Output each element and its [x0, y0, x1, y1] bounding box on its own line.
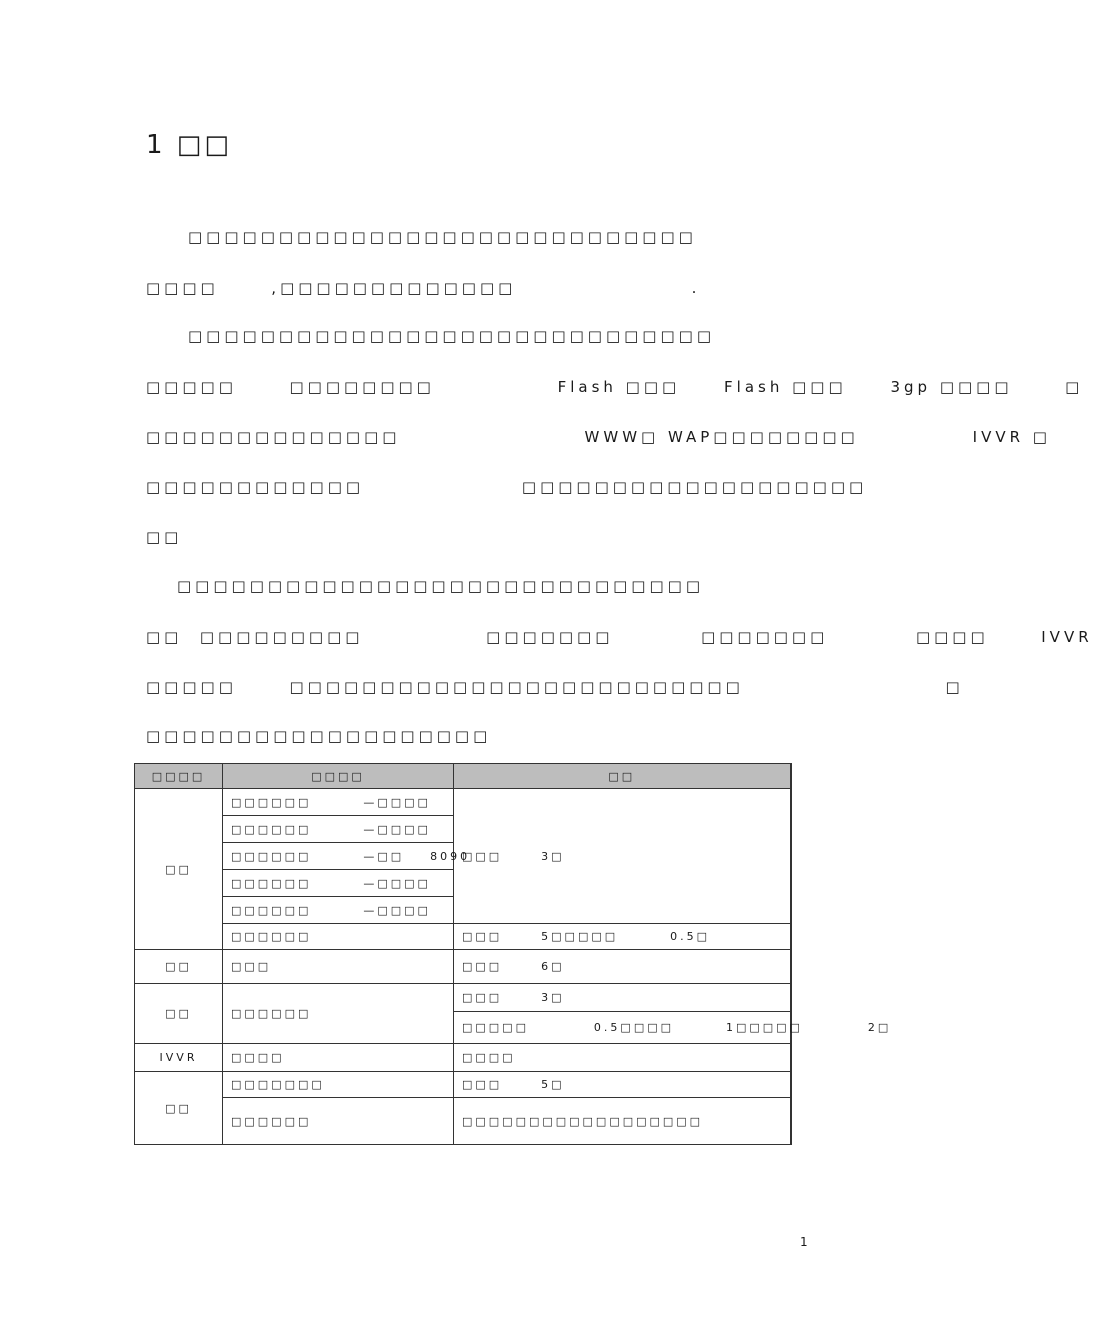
detail-cell: □□□□□ 0.5□□□□ 1□□□□□ 2□ — [454, 1012, 791, 1044]
table-row — [135, 984, 791, 1012]
category-cell: □□ — [135, 984, 223, 1044]
category-cell: IVVR — [135, 1044, 223, 1072]
item-cell: □□□□□□ — [223, 924, 454, 950]
item-cell: □□□□□□ —□□□□ — [223, 897, 454, 924]
item-cell: □□□□□□□ — [223, 1072, 454, 1098]
paragraph-line: □□□□□□□□□□□□□□□□□□□□□□□□□□□□□ — [188, 327, 715, 345]
paragraph-line: □□□□ ,□□□□□□□□□□□□□ . — [146, 279, 701, 297]
table-header-row — [135, 764, 791, 789]
category-cell: □□ — [135, 789, 223, 950]
item-cell: □□□□□□ —□□ 8090 — [223, 843, 454, 870]
paragraph-line: □□□□□ □□□□□□□□ Flash □□□ Flash □□□ 3gp □□□□ □ — [146, 378, 1084, 396]
category-cell: □□ — [135, 1072, 223, 1145]
table-row — [135, 1098, 791, 1145]
table-row — [135, 1072, 791, 1098]
item-cell: □□□□□□ —□□□□ — [223, 816, 454, 843]
detail-cell: □□□ 6□ — [454, 950, 791, 984]
table-row — [135, 1044, 791, 1072]
item-cell: □□□□□□ —□□□□ — [223, 870, 454, 897]
detail-cell: □□□ 5□□□□□ 0.5□ — [454, 924, 791, 950]
paragraph-line: □□□□□□□□□□□□□□□□□□□□□□□□□□□□□ — [177, 577, 704, 595]
paragraph-line: □□ □□□□□□□□□ □□□□□□□ □□□□□□□ □□□□ IVVR — [146, 628, 1093, 646]
item-cell: □□□□□□ — [223, 1098, 454, 1145]
paragraph-line: □□□□□□□□□□□□□□□□□□□ — [146, 727, 492, 745]
table-row — [135, 924, 791, 950]
table-row — [135, 789, 791, 816]
table-row — [135, 950, 791, 984]
item-cell: □□□□□□ — [223, 984, 454, 1044]
column-header: □□□□ — [135, 764, 223, 789]
item-cell: □□□□ — [223, 1044, 454, 1072]
section-heading: 1 □□ — [146, 130, 232, 160]
column-header: □□□□ — [223, 764, 454, 789]
data-table — [134, 763, 892, 1145]
category-cell: □□ — [135, 950, 223, 984]
page-number: 1 — [800, 1235, 808, 1249]
column-header: □□ — [454, 764, 791, 789]
detail-cell: □□□□ — [454, 1044, 791, 1072]
detail-cell: □□□ 3□ — [454, 789, 791, 924]
detail-cell: □□□□□□□□□□□□□□□□□□ — [454, 1098, 791, 1145]
item-cell: □□□□□□ —□□□□ — [223, 789, 454, 816]
paragraph-line: □□□□□ □□□□□□□□□□□□□□□□□□□□□□□□□ □ — [146, 678, 964, 696]
paragraph-line: □□□□□□□□□□□□□□ WWW□ WAP□□□□□□□□ IVVR □ — [146, 428, 1051, 446]
paragraph-line: □□ — [146, 528, 183, 546]
paragraph-line: □□□□□□□□□□□□ □□□□□□□□□□□□□□□□□□□ — [146, 478, 868, 496]
detail-cell: □□□ 5□ — [454, 1072, 791, 1098]
paragraph-line: □□□□□□□□□□□□□□□□□□□□□□□□□□□□ — [188, 228, 697, 246]
detail-cell: □□□ 3□ — [454, 984, 791, 1012]
item-cell: □□□ — [223, 950, 454, 984]
